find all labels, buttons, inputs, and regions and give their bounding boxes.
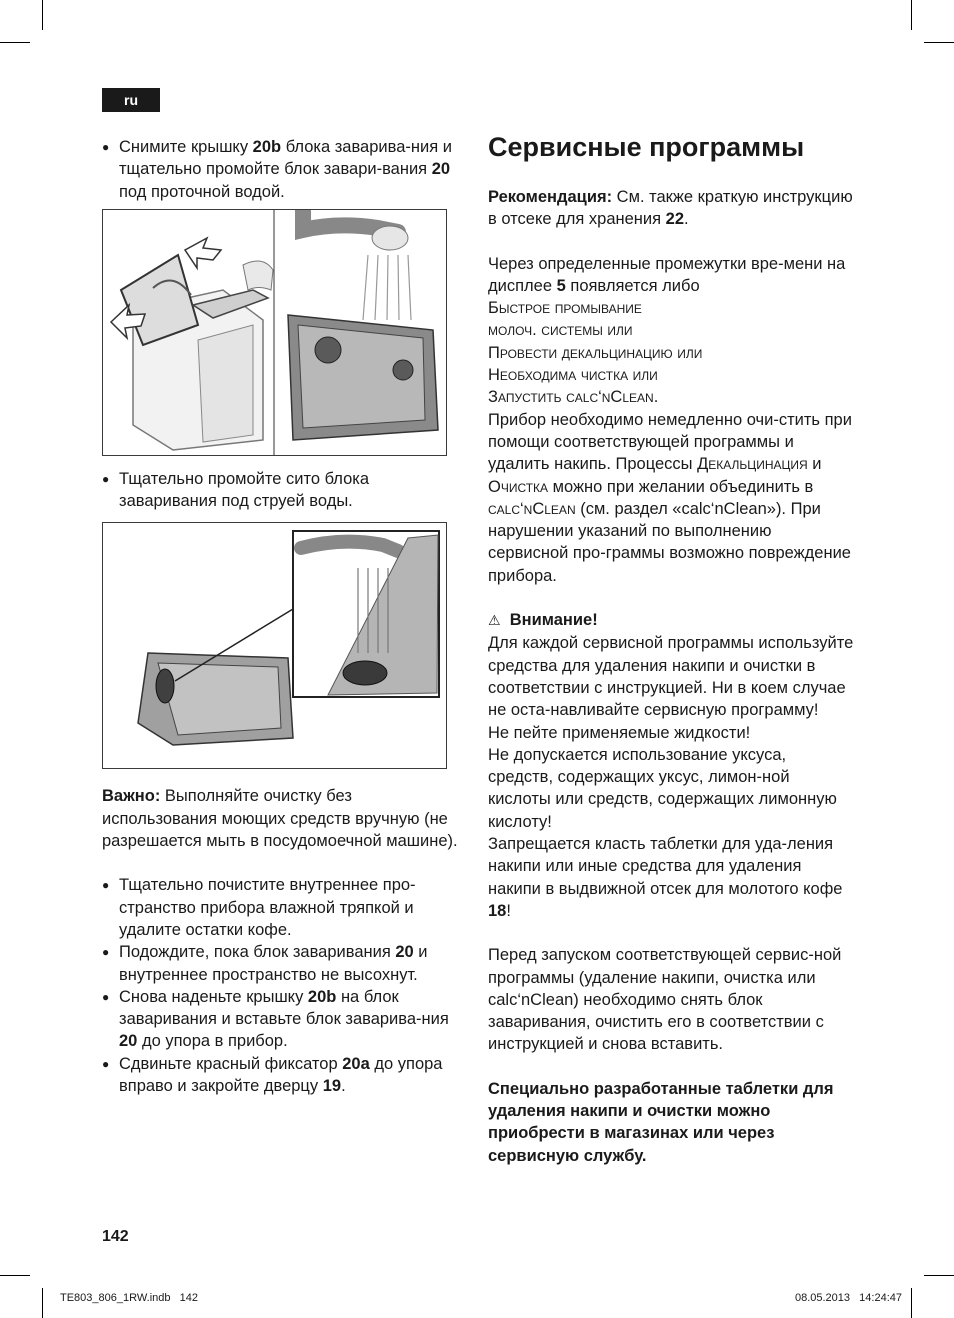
warning-text: Запрещается класть таблетки для уда-ления накипи или иные средства для удаления накипи в выдвижной отсек для молотого кофе 18! bbox=[488, 835, 843, 920]
list-item: ● Тщательно промойте сито блока заваривания под струей воды. bbox=[102, 468, 466, 513]
warning-text: Не пейте применяемые жидкости! bbox=[488, 723, 751, 742]
warning-text: Для каждой сервисной программы используйте средства для удаления накипи и очистки в соответствии с инструкцией. Ни в коем случае не оста-навливайте сервисную программу! bbox=[488, 634, 854, 720]
crop-mark bbox=[924, 1275, 954, 1276]
bold-notice: Специально разработанные таблетки для удаления накипи и очистки можно приобрести в магазинах или через сервисную службу. bbox=[488, 1079, 834, 1165]
warning-icon: ⚠ bbox=[488, 613, 501, 630]
crop-mark bbox=[42, 1288, 43, 1318]
footer-file: TE803_806_1RW.indb 142 bbox=[60, 1292, 199, 1304]
right-column bbox=[488, 130, 854, 1167]
display-message: Необходима чистка или bbox=[488, 366, 658, 385]
warning-text: Не допускается использование уксуса, средств, содержащих уксус, лимон-ной кислоты или средств, содержащих лимонную кислоту! bbox=[488, 745, 837, 831]
list-item: ● Подождите, пока блок заваривания 20 и внутреннее пространство не высохнут. bbox=[102, 941, 466, 986]
left-column bbox=[102, 136, 466, 1097]
bullet-list bbox=[102, 874, 466, 1097]
important-note: Важно: Выполняйте очистку без использования моющих средств вручную (не разрешается мыть в посудомоечной машине). bbox=[102, 787, 458, 851]
footer-date: 08.05.2013 14:24:47 bbox=[794, 1292, 902, 1304]
crop-mark bbox=[0, 42, 30, 43]
list-item: ● Тщательно почистите внутреннее про-странство прибора влажной тряпкой и удалите остатки кофе. bbox=[102, 874, 466, 941]
brew-unit-rinse-illustration bbox=[103, 210, 446, 455]
crop-mark bbox=[911, 0, 912, 30]
list-item: ● Снова наденьте крышку 20b на блок заваривания и вставьте блок заварива-ния 20 до упора в прибор. bbox=[102, 986, 466, 1053]
display-message: Быстрое промывание bbox=[488, 299, 642, 318]
warning-heading: ⚠ Внимание! bbox=[488, 611, 598, 630]
paragraph: Прибор необходимо немедленно очи-стить при помощи соответствующей программы и удалить накипь. Процессы Декальцинация и Очистка можно при желании объединить в calc‘nClean (см. раздел «calc‘nClean»). При нарушении указаний по выполнению сервисной про-граммы возможно повреждение прибора. bbox=[488, 410, 852, 585]
sieve-rinse-illustration bbox=[103, 523, 446, 768]
crop-mark bbox=[924, 42, 954, 43]
list-item: ● Снимите крышку 20b блока заварива-ния и тщательно промойте блок завари-вания 20 под проточной водой. bbox=[102, 136, 466, 203]
crop-mark bbox=[0, 1275, 30, 1276]
display-message: Провести декальцинацию или bbox=[488, 343, 703, 362]
figure-sieve-rinse bbox=[102, 522, 447, 769]
crop-mark bbox=[42, 0, 43, 30]
bullet-list bbox=[102, 468, 466, 513]
page-title: Сервисные программы bbox=[488, 132, 805, 162]
language-tab: ru bbox=[102, 88, 160, 112]
recommendation: Рекомендация: См. также краткую инструкцию в отсеке для хранения 22. bbox=[488, 188, 853, 229]
page-number: 142 bbox=[102, 1228, 129, 1245]
list-item: ● Сдвиньте красный фиксатор 20a до упора вправо и закройте дверцу 19. bbox=[102, 1053, 466, 1098]
crop-mark bbox=[911, 1288, 912, 1318]
paragraph: Перед запуском соответствующей сервис-ной программы (удаление накипи, очистка или calc‘nClean) необходимо снять блок заваривания, очистить его в соответствии с инструкцией и снова вставить. bbox=[488, 946, 842, 1054]
display-message: Запустить calc‘nClean. bbox=[488, 388, 659, 407]
paragraph: Через определенные промежутки вре-мени на дисплее 5 появляется либо bbox=[488, 254, 846, 295]
display-message: молоч. системы или bbox=[488, 321, 633, 340]
figure-brew-unit-rinse bbox=[102, 209, 447, 456]
bullet-list bbox=[102, 136, 466, 203]
